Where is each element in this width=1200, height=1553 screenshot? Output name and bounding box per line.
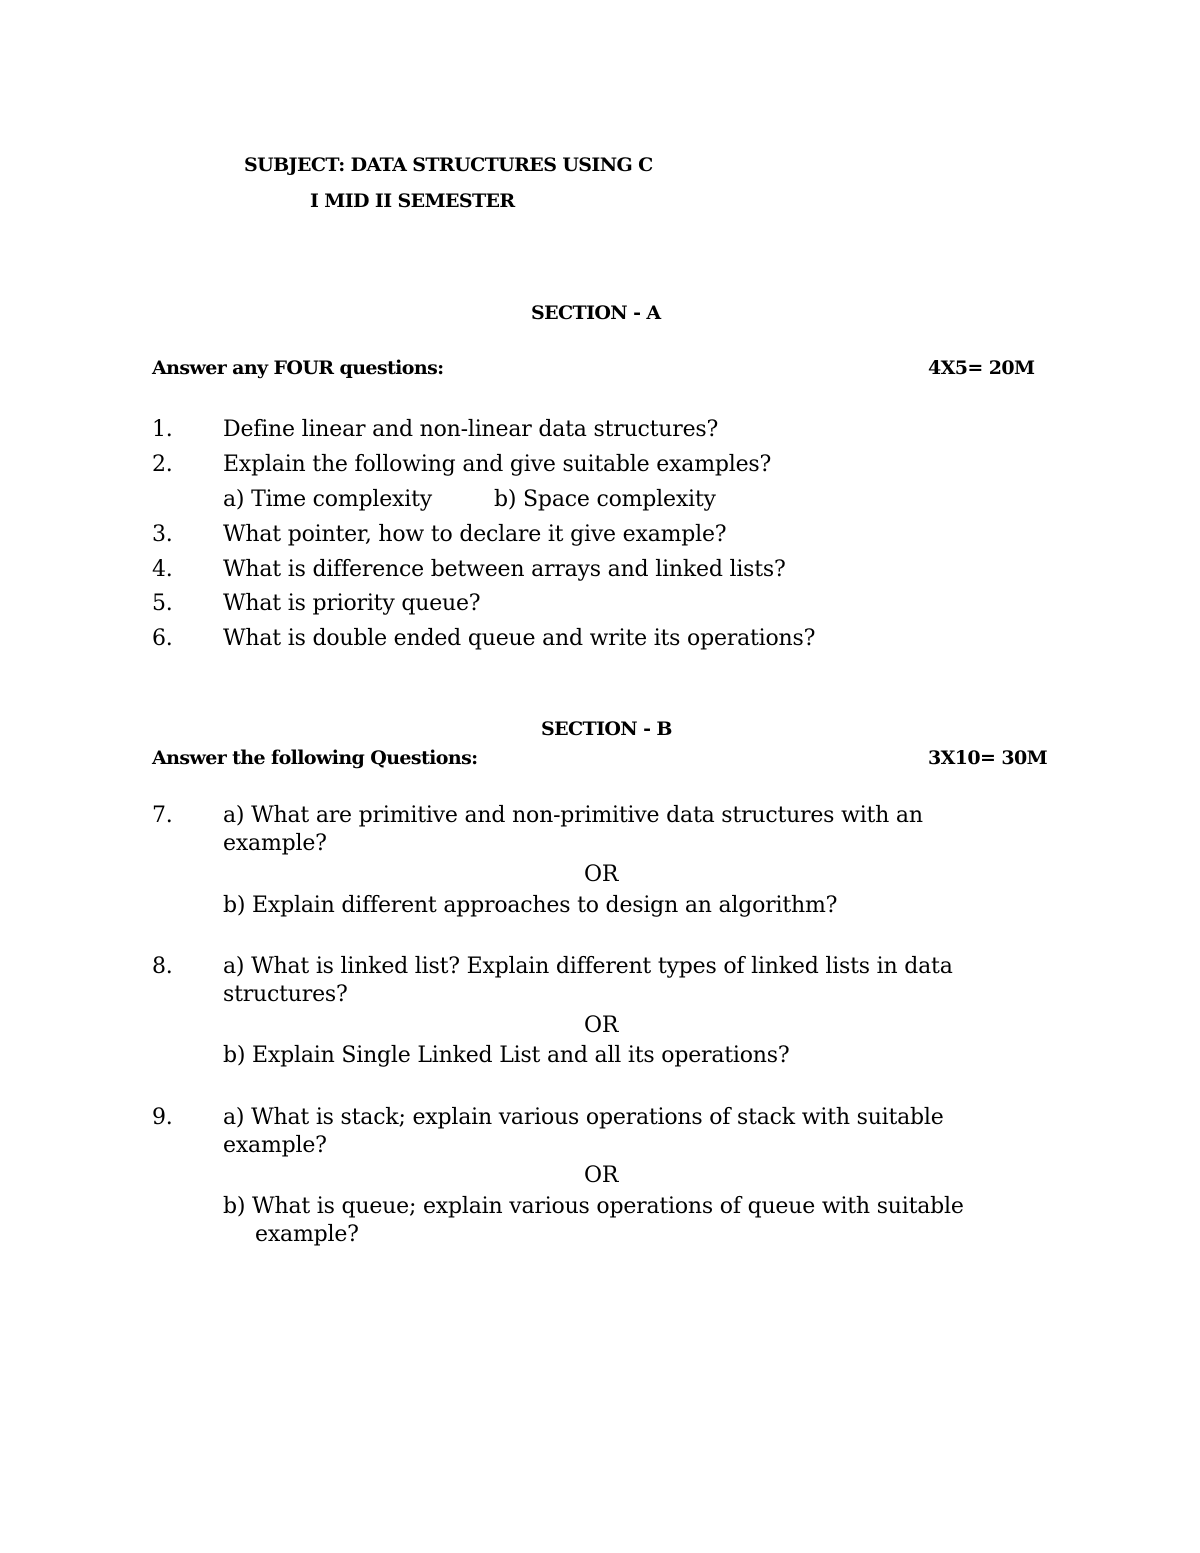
question-text: What pointer, how to declare it give example? xyxy=(223,522,727,547)
section-b-marks: 3X10= 30M xyxy=(928,747,1048,769)
or-label: OR xyxy=(584,1013,619,1038)
sub-question-a: a) Time complexity xyxy=(223,487,432,512)
question-part-a-continued: example? xyxy=(223,1133,327,1158)
question-part-a: a) What is stack; explain various operations of stack with suitable xyxy=(223,1105,944,1130)
question-part-b: b) Explain different approaches to design an algorithm? xyxy=(223,893,838,918)
question-part-a-continued: example? xyxy=(223,831,327,856)
question-number: 7. xyxy=(152,803,173,828)
section-a-marks: 4X5= 20M xyxy=(928,357,1035,379)
subject-title: SUBJECT: DATA STRUCTURES USING C xyxy=(244,154,653,176)
question-number: 9. xyxy=(152,1105,173,1130)
question-text: What is double ended queue and write its operations? xyxy=(223,626,816,651)
question-text: What is difference between arrays and linked lists? xyxy=(223,557,786,582)
question-text: Explain the following and give suitable examples? xyxy=(223,452,772,477)
question-part-b-continued: example? xyxy=(255,1222,359,1247)
question-number: 6. xyxy=(152,626,173,651)
question-number: 8. xyxy=(152,954,173,979)
question-part-b: b) Explain Single Linked List and all its operations? xyxy=(223,1043,790,1068)
section-b-title: SECTION - B xyxy=(541,718,672,740)
sub-question-b: b) Space complexity xyxy=(494,487,716,512)
question-part-a: a) What is linked list? Explain different types of linked lists in data xyxy=(223,954,953,979)
question-text: Define linear and non-linear data structures? xyxy=(223,417,719,442)
question-part-a-continued: structures? xyxy=(223,982,348,1007)
question-text: What is priority queue? xyxy=(223,591,481,616)
or-label: OR xyxy=(584,862,619,887)
exam-title: I MID II SEMESTER xyxy=(310,190,515,212)
question-part-b: b) What is queue; explain various operations of queue with suitable xyxy=(223,1194,964,1219)
section-b-instruction: Answer the following Questions: xyxy=(152,747,478,769)
section-a-title: SECTION - A xyxy=(531,302,661,324)
section-a-instruction: Answer any FOUR questions: xyxy=(152,357,444,379)
question-number: 2. xyxy=(152,452,173,477)
question-part-a: a) What are primitive and non-primitive data structures with an xyxy=(223,803,923,828)
question-number: 1. xyxy=(152,417,173,442)
question-number: 5. xyxy=(152,591,173,616)
question-number: 4. xyxy=(152,557,173,582)
or-label: OR xyxy=(584,1163,619,1188)
question-number: 3. xyxy=(152,522,173,547)
